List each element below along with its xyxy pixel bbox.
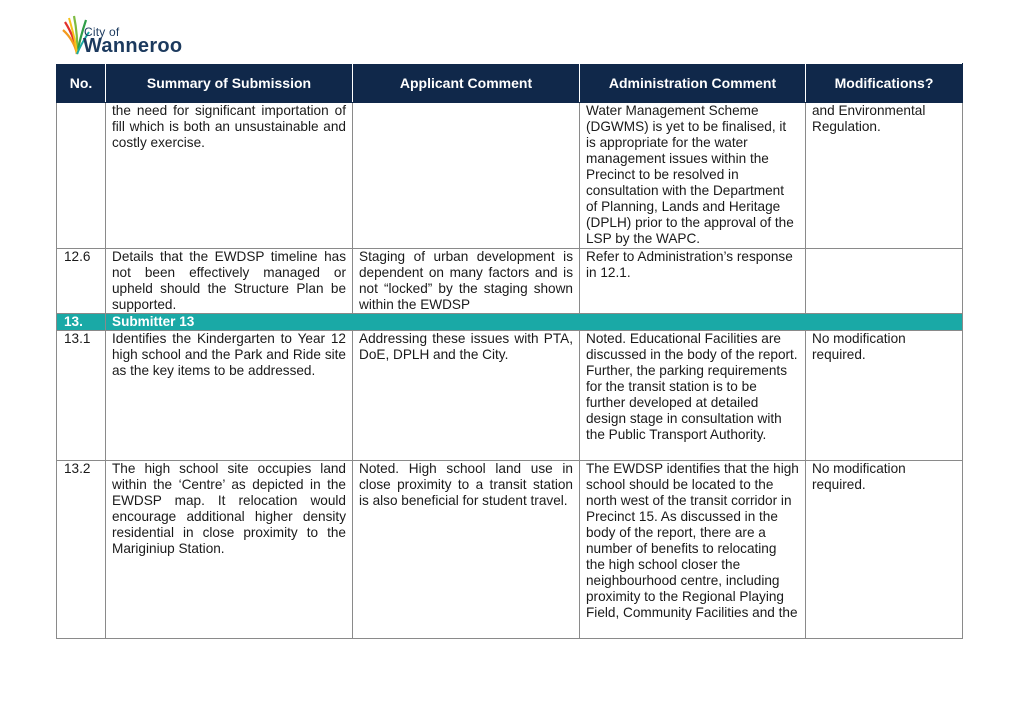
cell-modifications: [806, 249, 963, 314]
submitter-number: 13.: [57, 314, 106, 331]
cell-administration-comment: Noted. Educational Facilities are discussed in the body of the report. Further, the parking requirements for the transit station is to be further developed at detailed design stage in consultation with the Public Transport Authority.: [580, 331, 806, 461]
header-modifications: Modifications?: [806, 64, 963, 103]
submitter-row: [57, 314, 963, 331]
cell-modifications: and Environmental Regulation.: [806, 103, 963, 249]
table-row: [57, 249, 963, 314]
header-no: No.: [57, 64, 106, 103]
cell-no: [57, 103, 106, 249]
cell-applicant-comment: Noted. High school land use in close proximity to a transit station is also beneficial for student travel.: [353, 461, 580, 639]
cell-applicant-comment: Addressing these issues with PTA, DoE, DPLH and the City.: [353, 331, 580, 461]
table-row: [57, 103, 963, 249]
cell-summary: Identifies the Kindergarten to Year 12 high school and the Park and Ride site as the key items to be addressed.: [106, 331, 353, 461]
cell-administration-comment: Water Management Scheme (DGWMS) is yet to be finalised, it is appropriate for the water management issues within the Precinct to be resolved in consultation with the Department of Planning, Lands and Heritage (DPLH) prior to the approval of the LSP by the WAPC.: [580, 103, 806, 249]
city-of-wanneroo-logo: [62, 14, 187, 60]
cell-modifications: No modification required.: [806, 461, 963, 639]
logo-text-city-of: City of: [84, 25, 120, 39]
logo-text-wanneroo: Wanneroo: [83, 35, 183, 57]
cell-summary: the need for significant importation of fill which is both an unsustainable and costly exercise.: [106, 103, 353, 249]
cell-administration-comment: Refer to Administration’s response in 12.1.: [580, 249, 806, 314]
cell-no: 13.2: [57, 461, 106, 639]
cell-applicant-comment: Staging of urban development is dependent on many factors and is not “locked” by the staging shown within the EWDSP: [353, 249, 580, 314]
submitter-label: Submitter 13: [106, 314, 963, 331]
table-header-row: [57, 64, 963, 103]
header-administration-comment: Administration Comment: [580, 64, 806, 103]
cell-applicant-comment: [353, 103, 580, 249]
table-row: [57, 331, 963, 461]
header-applicant-comment: Applicant Comment: [353, 64, 580, 103]
header-summary: Summary of Submission: [106, 64, 353, 103]
cell-no: 12.6: [57, 249, 106, 314]
submissions-table: [56, 63, 963, 639]
cell-administration-comment: The EWDSP identifies that the high school should be located to the north west of the transit corridor in Precinct 15. As discussed in the body of the report, there are a number of benefits to relocating the high school closer the neighbourhood centre, including proximity to the Regional Playing Field, Community Facilities and the: [580, 461, 806, 639]
table-row: [57, 461, 963, 639]
cell-modifications: No modification required.: [806, 331, 963, 461]
cell-summary: Details that the EWDSP timeline has not been effectively managed or upheld should the Structure Plan be supported.: [106, 249, 353, 314]
cell-no: 13.1: [57, 331, 106, 461]
cell-summary: The high school site occupies land within the ‘Centre’ as depicted in the EWDSP map. It relocation would encourage additional higher density residential in close proximity to the Mariginiup Station.: [106, 461, 353, 639]
